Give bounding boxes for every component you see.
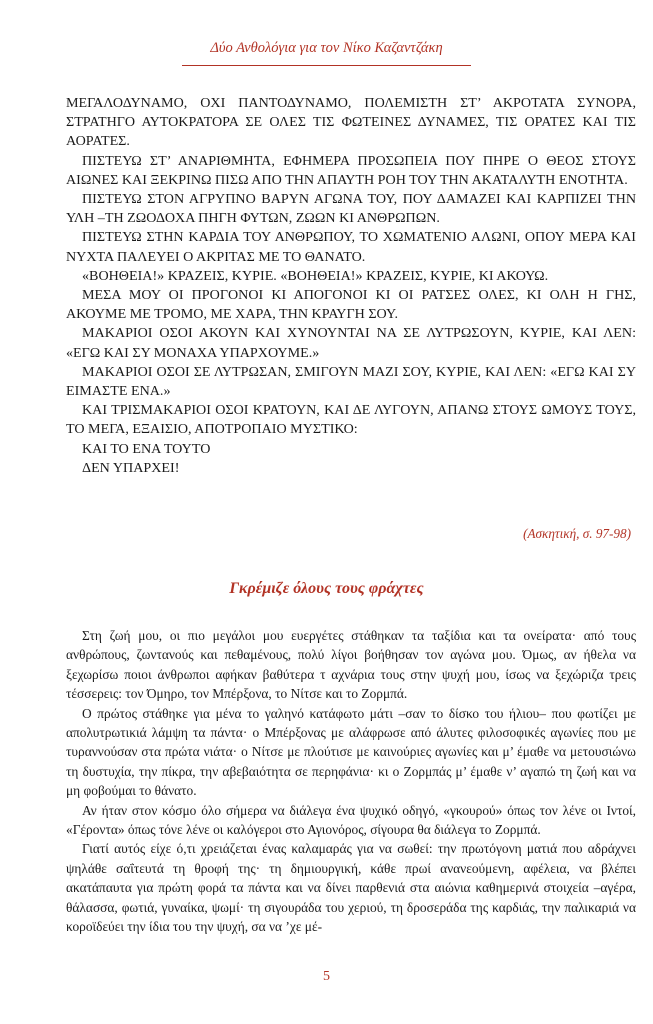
running-header: Δύο Ανθολόγια για τον Νίκο Καζαντζάκη [210, 40, 443, 56]
section-body [66, 626, 636, 937]
excerpt-paragraph: ΜΕΓΑΛΟΔΥΝΑΜΟ, ΟΧΙ ΠΑΝΤΟΔΥΝΑΜΟ, ΠΟΛΕΜΙΣΤΗ ΣΤ’ ΑΚΡΟΤΑΤΑ ΣΥΝΟΡΑ, ΣΤΡΑΤΗΓΟ ΑΥΤΟΚΡΑΤΟΡΑ ΣΕ ΟΛΕΣ ΤΙΣ ΦΩΤΕΙΝΕΣ ΔΥΝΑΜΕΣ, ΤΙΣ ΟΡΑΤΕΣ ΚΑΙ ΤΙΣ ΑΟΡΑΤΕΣ. [66, 95, 636, 150]
body-paragraph: Ο πρώτος στάθηκε για μένα το γαληνό κατάφωτο μάτι –σαν το δίσκο του ήλιου– που φωτίζει με απολυτρωτικιά λάμψη τα πάντα· ο Μπέρξονας με αλάφρωσε από άλυτες φιλοσοφικές αγωνίες που με τυραννούσαν στα πρώτα νιάτα· ο Νίτσε με πλούτισε με καινούριες αγωνίες και μ’ έμαθε να μετουσιώνω τη δυστυχία, την πίκρα, την αβεβαιότητα σε περηφάνια· κι ο Ζορμπάς μ’ έμαθε ν’ αγαπώ τη ζωή και να μη φοβούμαι το θάνατο. [66, 705, 636, 799]
excerpt-paragraph: «ΒΟΗΘΕΙΑ!» ΚΡΑΖΕΙΣ, ΚΥΡΙΕ. «ΒΟΗΘΕΙΑ!» ΚΡΑΖΕΙΣ, ΚΥΡΙΕ, ΚΙ ΑΚΟΥΩ. [82, 267, 549, 284]
body-paragraph: Γιατί αυτός είχε ό,τι χρειάζεται ένας καλαμαράς για να σωθεί: την πρωτόγονη ματιά που αδράχνει ψηλάθε σαΐτευτά τη θροφή της· τη δημιουργική, κάθε πρωί ανανεούμενη, αφέλεια, να βλέπει ακατάπαυτα για πρώτη φορά τα πάντα και να δίνει παρθενιά στα αιώνια καθημερινά στοιχεία –αγέρα, θάλασσα, φωτιά, γυναίκα, ψωμί· τη σιγουράδα του χεριού, τη δροσεράδα της καρδιάς, την παλικαριά να κοροϊδεύει την ίδια του την ψυχή, σα να ’χε μέ- [66, 841, 636, 935]
excerpt-paragraph: ΜΑΚΑΡΙΟΙ ΟΣΟΙ ΑΚΟΥΝ ΚΑΙ ΧΥΝΟΥΝΤΑΙ ΝΑ ΣΕ ΛΥΤΡΩΣΟΥΝ, ΚΥΡΙΕ, ΚΑΙ ΛΕΝ: «ΕΓΩ ΚΑΙ ΣΥ ΜΟΝΑΧΑ ΥΠΑΡΧΟΥΜΕ.» [66, 325, 636, 361]
header-rule [182, 65, 471, 66]
capital-letters-excerpt [66, 94, 636, 478]
excerpt-paragraph: ΔΕΝ ΥΠΑΡΧΕΙ! [82, 459, 180, 476]
excerpt-paragraph: ΠΙΣΤΕΥΩ ΣΤΟΝ ΑΓΡΥΠΝΟ ΒΑΡΥΝ ΑΓΩΝΑ ΤΟΥ, ΠΟΥ ΔΑΜΑΖΕΙ ΚΑΙ ΚΑΡΠΙΖΕΙ ΤΗΝ ΥΛΗ –ΤΗ ΖΩΟΔΟΧΑ ΠΗΓΗ ΦΥΤΩΝ, ΖΩΩΝ ΚΙ ΑΝΘΡΩΠΩΝ. [66, 191, 636, 227]
source-citation: (Ασκητική, σ. 97-98) [523, 526, 631, 541]
section-title: Γκρέμιζε όλους τους φράχτες [229, 580, 424, 597]
excerpt-paragraph: ΜΕΣΑ ΜΟΥ ΟΙ ΠΡΟΓΟΝΟΙ ΚΙ ΑΠΟΓΟΝΟΙ ΚΙ ΟΙ ΡΑΤΣΕΣ ΟΛΕΣ, ΚΙ ΟΛΗ Η ΓΗΣ, ΑΚΟΥΜΕ ΜΕ ΤΡΟΜΟ, ΜΕ ΧΑΡΑ, ΤΗΝ ΚΡΑΥΓΗ ΣΟΥ. [66, 287, 636, 323]
body-paragraph: Στη ζωή μου, οι πιο μεγάλοι μου ευεργέτες στάθηκαν τα ταξίδια και τα ονείρατα· από τους ανθρώπους, ζωντανούς και πεθαμένους, πολύ λίγοι βοήθησαν τον αγώνα μου. Όμως, αν ήθελα να ξεχωρίσω ποιοι άνθρωποι αφήκαν βαθύτερα τ αχνάρια τους στην ψυχή μου, ίσως να ξεχώριζα τρεις τέσσερεις: τον Όμηρο, τον Μπέρξονα, το Νίτσε και το Ζορμπά. [66, 628, 636, 702]
excerpt-paragraph: ΜΑΚΑΡΙΟΙ ΟΣΟΙ ΣΕ ΛΥΤΡΩΣΑΝ, ΣΜΙΓΟΥΝ ΜΑΖΙ ΣΟΥ, ΚΥΡΙΕ, ΚΑΙ ΛΕΝ: «ΕΓΩ ΚΑΙ ΣΥ ΕΙΜΑΣΤΕ ΕΝΑ.» [66, 363, 636, 400]
excerpt-paragraph: ΠΙΣΤΕΥΩ ΣΤΗΝ ΚΑΡΔΙΑ ΤΟΥ ΑΝΘΡΩΠΟΥ, ΤΟ ΧΩΜΑΤΕΝΙΟ ΑΛΩΝΙ, ΟΠΟΥ ΜΕΡΑ ΚΑΙ ΝΥΧΤΑ ΠΑΛΕΥΕΙ Ο ΑΚΡΙΤΑΣ ΜΕ ΤΟ ΘΑΝΑΤΟ. [66, 229, 636, 265]
body-paragraph: Αν ήταν στον κόσμο όλο σήμερα να διάλεγα ένα ψυχικό οδηγό, «γκουρού» όπως τον λένε οι Ιντοί, «Γέροντα» όπως τόνε λένε οι καλόγεροι στο Αγιονόρος, σίγουρα θα διάλεγα το Ζορμπά. [66, 802, 636, 838]
excerpt-paragraph: ΚΑΙ ΤΟ ΕΝΑ ΤΟΥΤΟ [82, 440, 211, 457]
excerpt-paragraph: ΚΑΙ ΤΡΙΣΜΑΚΑΡΙΟΙ ΟΣΟΙ ΚΡΑΤΟΥΝ, ΚΑΙ ΔΕ ΛΥΓΟΥΝ, ΑΠΑΝΩ ΣΤΟΥΣ ΩΜΟΥΣ ΤΟΥΣ, ΤΟ ΜΕΓΑ, ΕΞΑΙΣΙΟ, ΑΠΟΤΡΟΠΑΙΟ ΜΥΣΤΙΚΟ: [66, 402, 636, 438]
page-number: 5 [323, 969, 330, 984]
excerpt-paragraph: ΠΙΣΤΕΥΩ ΣΤ’ ΑΝΑΡΙΘΜΗΤΑ, ΕΦΗΜΕΡΑ ΠΡΟΣΩΠΕΙΑ ΠΟΥ ΠΗΡΕ Ο ΘΕΟΣ ΣΤΟΥΣ ΑΙΩΝΕΣ ΚΑΙ ΞΕΚΡΙΝΩ ΠΙΣΩ ΑΠΟ ΤΗΝ ΑΠΑΥΤΗ ΡΟΗ ΤΟΥ ΤΗΝ ΑΚΑΤΑΛΥΤΗ ΕΝΟΤΗΤΑ. [66, 152, 636, 188]
